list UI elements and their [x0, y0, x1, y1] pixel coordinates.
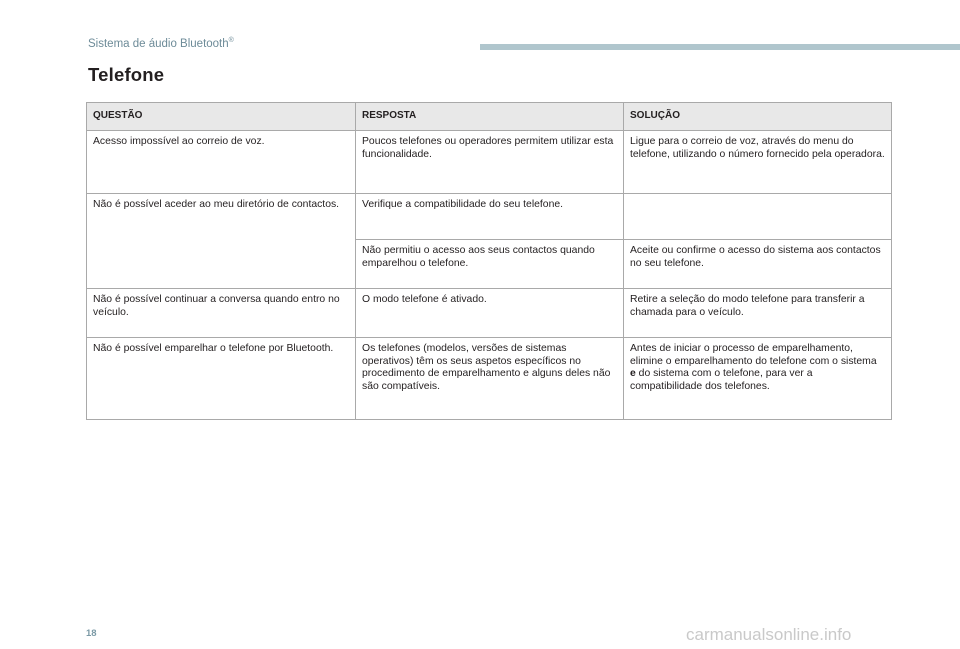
- answer-cell: Verifique a compatibilidade do seu telefone.: [356, 194, 624, 240]
- answer-cell: Os telefones (modelos, versões de sistemas operativos) têm os seus aspetos específicos no procedimento de emparelhamento e alguns deles não são compatíveis.: [356, 338, 624, 420]
- answer-cell: Poucos telefones ou operadores permitem utilizar esta funcionalidade.: [356, 131, 624, 194]
- solution-cell: Aceite ou confirme o acesso do sistema aos contactos no seu telefone.: [624, 240, 892, 289]
- question-cell: Acesso impossível ao correio de voz.: [87, 131, 356, 194]
- page-number: 18: [86, 628, 97, 639]
- solution-emphasis: e: [630, 368, 636, 380]
- column-header-question: QUESTÃO: [87, 103, 356, 131]
- section-header: [88, 37, 234, 50]
- watermark: carmanualsonline.info: [686, 625, 852, 644]
- solution-cell: Retire a seleção do modo telefone para transferir a chamada para o veículo.: [624, 289, 892, 338]
- solution-text: Antes de iniciar o processo de emparelhamento, elimine o emparelhamento do telefone com o sistema: [630, 343, 877, 367]
- question-cell: Não é possível continuar a conversa quando entro no veículo.: [87, 289, 356, 338]
- table-row: [87, 289, 892, 338]
- table-header-row: [87, 103, 892, 131]
- section-title: Sistema de áudio Bluetooth: [88, 37, 229, 50]
- registered-mark: ®: [228, 37, 234, 44]
- header-accent-bar: [480, 44, 960, 50]
- solution-cell: [624, 194, 892, 240]
- answer-cell: O modo telefone é ativado.: [356, 289, 624, 338]
- table-row: [87, 131, 892, 194]
- column-header-answer: RESPOSTA: [356, 103, 624, 131]
- solution-cell: [624, 338, 892, 420]
- page-title: Telefone: [88, 64, 165, 85]
- solution-cell: Ligue para o correio de voz, através do menu do telefone, utilizando o número fornecido pela operadora.: [624, 131, 892, 194]
- question-cell: Não é possível aceder ao meu diretório de contactos.: [87, 194, 356, 289]
- column-header-solution: SOLUÇÃO: [624, 103, 892, 131]
- table-row: [87, 194, 892, 240]
- question-cell: Não é possível emparelhar o telefone por Bluetooth.: [87, 338, 356, 420]
- troubleshooting-table: [86, 102, 892, 420]
- answer-cell: Não permitiu o acesso aos seus contactos quando emparelhou o telefone.: [356, 240, 624, 289]
- table-row: [87, 338, 892, 420]
- solution-text: do sistema com o telefone, para ver a compatibilidade dos telefones.: [630, 368, 813, 392]
